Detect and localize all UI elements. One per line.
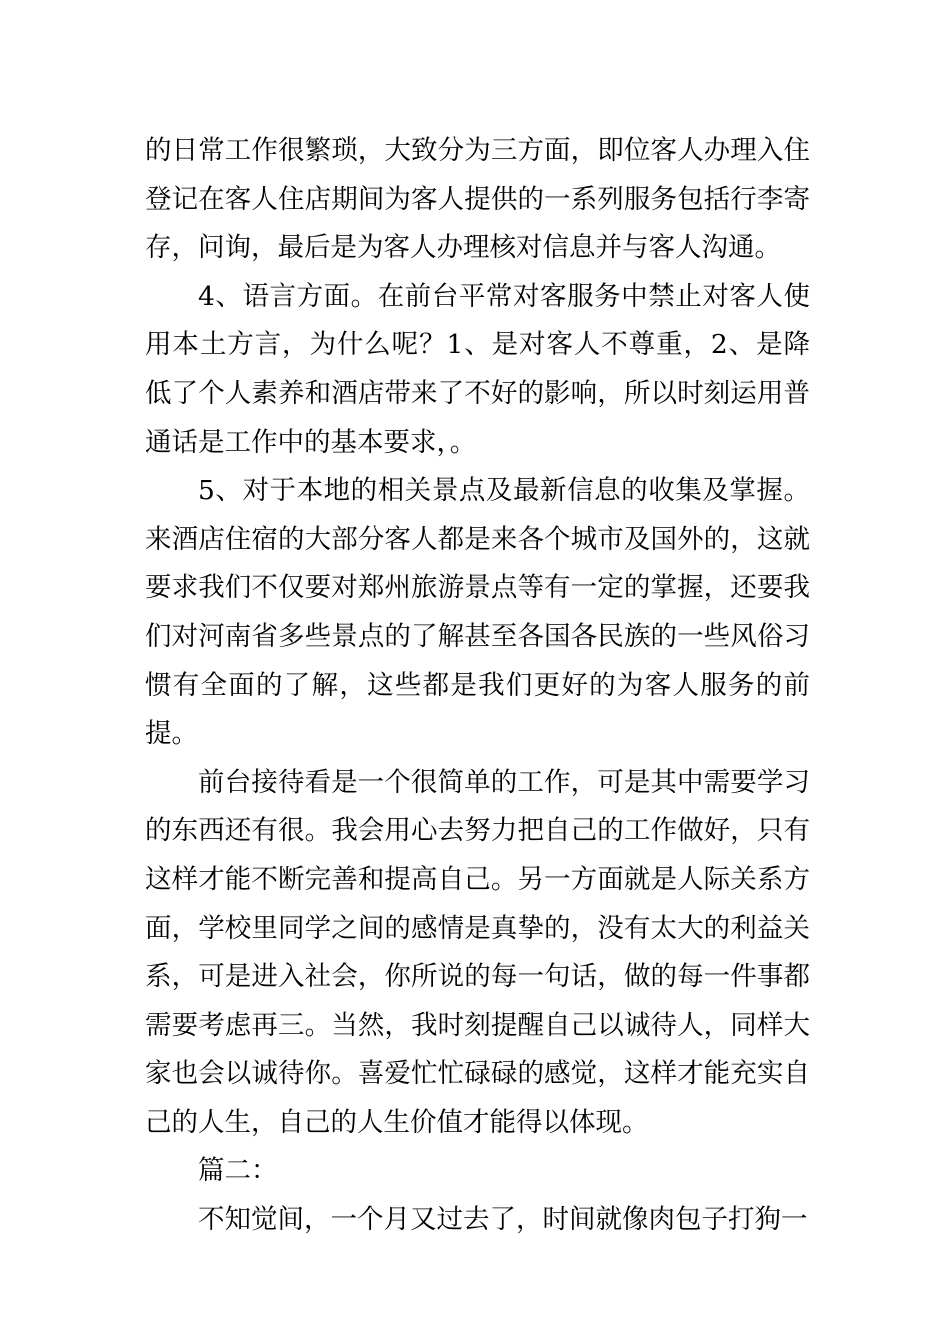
paragraph-5: 不知觉间，一个月又过去了，时间就像肉包子打狗一 — [198, 1204, 808, 1236]
document-body — [145, 127, 810, 1245]
section-heading: 篇二： — [198, 1155, 278, 1187]
paragraph-4: 前台接待看是一个很简单的工作，可是其中需要学习的东西还有很。我会用心去努力把自己的工作做好，只有这样才能不断完善和提高自己。另一方面就是人际关系方面，学校里同学之间的感情是真挚的，没有太大的利益关系，可是进入社会，你所说的每一句话，做的每一件事都需要考虑再三。当然，我时刻提醒自己以诚待人，同样大家也会以诚待你。喜爱忙忙碌碌的感觉，这样才能充实自己的人生，自己的人生价值才能得以体现。 — [145, 766, 810, 1138]
paragraph-3: 5、对于本地的相关景点及最新信息的收集及掌握。来酒店住宿的大部分客人都是来各个城市及国外的，这就要求我们不仅要对郑州旅游景点等有一定的掌握，还要我们对河南省多些景点的了解甚至各国各民族的一些风俗习惯有全面的了解，这些都是我们更好的为客人服务的前提。 — [145, 475, 810, 750]
paragraph-1: 的日常工作很繁琐，大致分为三方面，即位客人办理入住登记在客人住店期间为客人提供的一系列服务包括行李寄存，问询，最后是为客人办理核对信息并与客人沟通。 — [145, 135, 810, 264]
paragraph-2: 4、语言方面。在前台平常对客服务中禁止对客人使用本土方言，为什么呢？1、是对客人不尊重，2、是降低了个人素养和酒店带来了不好的影响，所以时刻运用普通话是工作中的基本要求，。 — [145, 280, 810, 458]
